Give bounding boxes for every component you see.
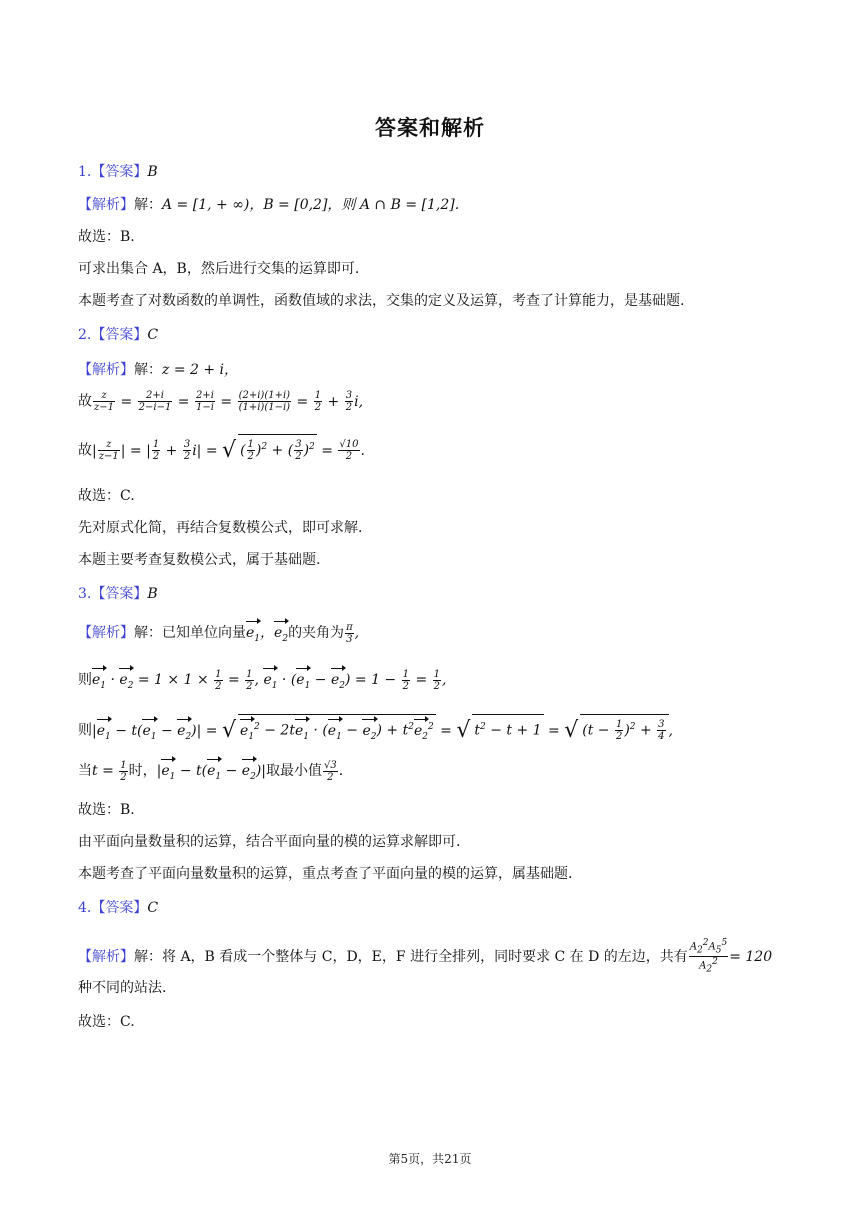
q3-method: 由平面向量数量积的运算，结合平面向量的模的运算求解即可. [78, 834, 461, 850]
q4-permutation: $\frac{A_2^2A_5^5}{A_2^2}$ [689, 938, 728, 975]
q3-solution-line [78, 620, 359, 649]
q1-answer: B [147, 164, 158, 180]
q1-solution-line [78, 195, 459, 215]
q3-angle: $\frac{\pi}{3}$ , [346, 621, 360, 645]
q1-solution-text: 解： [134, 197, 162, 213]
q4-jiexi-tag: 【解析】 [78, 948, 134, 965]
q2-fraction-line [78, 390, 363, 413]
q3-norm-line [78, 714, 673, 746]
q1-answer-line [78, 162, 158, 182]
q3-min-line [78, 758, 343, 787]
q1-method: 可求出集合 A，B，然后进行交集的运算即可. [78, 261, 360, 277]
q2-answer-line [78, 325, 158, 345]
q3-t-value: t = $\frac{1}{2}$ [92, 759, 127, 783]
q3-min-value: $\frac{√3}{2}$ . [324, 759, 344, 783]
q2-jiexi-tag: 【解析】 [78, 362, 134, 378]
q4-answer-line [78, 898, 158, 918]
q2-solution-math: z = 2 + i， [162, 362, 239, 378]
q4-choice: 故选：C. [78, 1014, 135, 1030]
q3-vectors: $e_1$，$e_2$ [246, 625, 288, 641]
q3-solution-text: 解：已知单位向量 [134, 625, 246, 641]
q2-fraction-formula: $\frac{z}{z-1}$ = $\frac{2+i}{2-i-1}$ = $\frac{2+i}{1-i}$ = $\frac{(2+i)(1+i)}{(1+i)(1-i)}$ = $\frac{1}{2}$ + $\frac{3}{2}$ i, [94, 390, 364, 413]
q2-choice: 故选：C. [78, 488, 135, 504]
q3-min-expr: $|e_1 - t(e_1 - e_2)|$ [157, 763, 266, 779]
q3-jiexi-tag: 【解析】 [78, 625, 134, 641]
q1-comment: 本题考查了对数函数的单调性，函数值域的求法，交集的定义及运算，考查了计算能力，是基础题. [78, 293, 685, 309]
q4-answer: C [147, 900, 159, 916]
page-title: 答案和解析 [375, 116, 485, 140]
q4-solution-text: 解：将 A，B 看成一个整体与 C，D，E，F 进行全排列，同时要求 C 在 D 的左边，共有 [134, 948, 688, 965]
q2-answer: C [147, 327, 159, 343]
q3-norm-formula: $|e_1 - t(e_1 - e_2)|$ = √ $e_1^2 - 2te_1 \cdot (e_1 - e_2) + t^2e_2^2$ = √ $t^2 - t + 1$ = √ (t − $\frac{1}{2}$ )$^2$ + $\frac{3}{4}$ , [92, 723, 673, 739]
q1-solution-math: A = [1, + ∞)，B = [0,2]，则 A ∩ B = [1,2]. [162, 197, 460, 213]
q2-l2-prefix: 故 [78, 393, 92, 410]
q1-answer-head: 1.【答案】 [78, 164, 148, 180]
q2-comment: 本题主要考查复数模公式，属于基础题. [78, 552, 321, 568]
q3-dot-formula: $e_1 \cdot e_2 = 1 \times 1$ × $\frac{1}{2}$ = $\frac{1}{2}$ , $e_1 \cdot (e_1 - e_2) = 1$ − $\frac{1}{2}$ = $\frac{1}{2}$ , [92, 672, 446, 688]
q2-method: 先对原式化简，再结合复数模公式，即可求解. [78, 520, 363, 536]
q3-l3-prefix: 则 [78, 722, 92, 739]
q3-choice: 故选：B. [78, 802, 135, 818]
q2-l3-prefix: 故 [78, 442, 92, 459]
q2-modulus-formula: | $\frac{z}{z-1}$ | = | $\frac{1}{2}$ + $\frac{3}{2}$ i| = √ ( $\frac{1}{2}$ )$^2$ + ( $\frac{3}{2}$ )$^2$ = $\frac{√10}{2}$ . [92, 443, 365, 459]
q2-solution-text: 解： [134, 362, 162, 378]
q3-comment: 本题考查了平面向量数量积的运算，重点考查了平面向量的模的运算，属基础题. [78, 866, 573, 882]
q3-l4-mid2: 取最小值 [266, 763, 322, 779]
q3-l4-mid: 时， [128, 763, 157, 779]
q1-jiexi-tag: 【解析】 [78, 197, 134, 213]
page-footer: 第5页，共21页 [388, 1152, 472, 1166]
q1-choice: 故选：B. [78, 229, 135, 245]
q3-answer-line [78, 584, 158, 604]
q2-modulus-line [78, 434, 365, 462]
q3-l2-prefix: 则 [78, 672, 92, 688]
q4-answer-head: 4.【答案】 [78, 900, 148, 916]
q3-answer: B [147, 586, 158, 602]
q4-solution-line [78, 938, 772, 976]
q4-continuation: 种不同的站法. [78, 980, 167, 996]
q3-l4-prefix: 当 [78, 763, 92, 779]
q4-result: = 120 [729, 948, 773, 965]
q2-answer-head: 2.【答案】 [78, 327, 148, 343]
q2-solution-line [78, 360, 238, 380]
q3-answer-head: 3.【答案】 [78, 586, 148, 602]
q3-dot-line [78, 667, 446, 696]
q3-l1-mid: 的夹角为 [288, 625, 345, 641]
